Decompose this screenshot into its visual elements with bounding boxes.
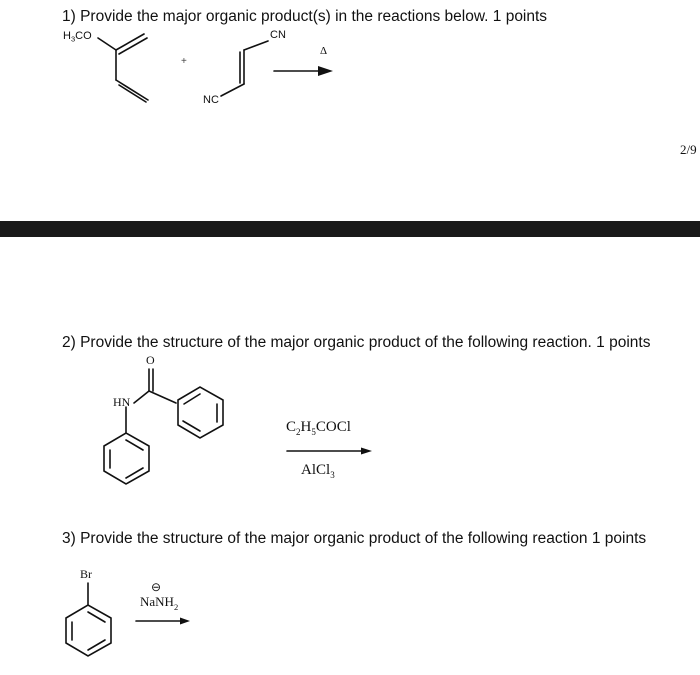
question-2-text: 2) Provide the structure of the major organic product of the following reaction. 1 points: [62, 334, 651, 351]
q3-bromo-label: Br: [80, 567, 92, 581]
page-indicator: 2/9: [680, 142, 697, 157]
q3-negative-charge: ⊖: [151, 580, 162, 594]
q2-reagent-acyl-chloride: $C_2H_5COCl$: [286, 419, 351, 437]
q1-diene-structure: [98, 34, 148, 102]
q1-dienophile-structure: [221, 41, 268, 96]
question-1-text: 1) Provide the major organic product(s) in the reactions below. 1 points: [62, 8, 548, 25]
q3-arrowhead: [180, 618, 190, 625]
q1-cyano-bottom: NC: [203, 94, 219, 106]
question-3-text: 3) Provide the structure of the major organic product of the following reaction 1 points: [62, 530, 647, 547]
q3-reagent-label: NaNH$_2$: [140, 594, 179, 612]
q1-arrowhead: [318, 66, 333, 76]
q2-arrowhead: [361, 448, 372, 455]
q1-methoxy-label: $H_3CO$: [63, 30, 92, 44]
q2-reactant-structure: [104, 369, 223, 484]
q1-plus-sign: +: [181, 56, 187, 67]
q2-nh-label: HN: [113, 395, 131, 409]
q1-heat-symbol: Δ: [320, 45, 328, 57]
q2-carbonyl-oxygen: O: [146, 353, 155, 367]
q1-cyano-top: CN: [270, 29, 286, 41]
q2-reagent-catalyst: AlCl$_3$: [301, 462, 335, 480]
q3-reactant-structure: [66, 583, 111, 656]
